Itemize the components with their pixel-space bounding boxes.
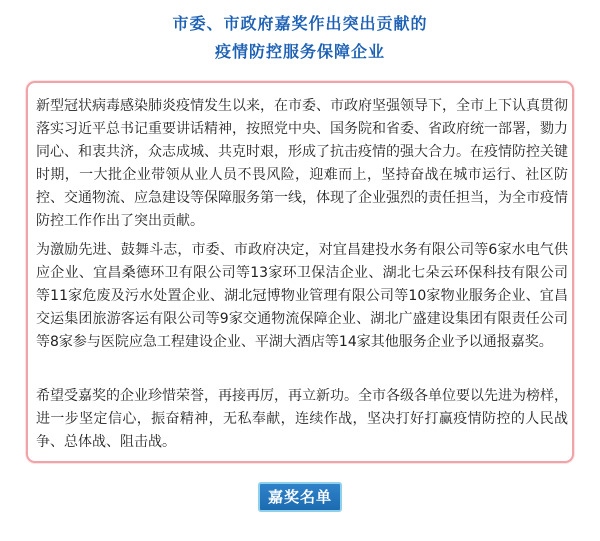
award-list-button[interactable]: 嘉奖名单 — [258, 482, 342, 512]
page-title-line-1: 市委、市政府嘉奖作出突出贡献的 — [172, 14, 428, 33]
body-paragraph-3: 希望受嘉奖的企业珍惜荣誉，再接再厉，再立新功。全市各级各单位要以先进为榜样，进一步坚定信心，振奋精神，无私奉献，连续作战，坚决打好打赢疫情防控的人民战争、总体战、阻击战。 — [36, 388, 568, 450]
page-title-line-2: 疫情防控服务保障企业 — [214, 42, 385, 61]
body-paragraph-2: 为激励先进、鼓舞斗志，市委、市政府决定，对宜昌建投水务有限公司等6家水电气供应企业、宜昌桑德环卫有限公司等13家环卫保洁企业、湖北七朵云环保科技有限公司等11家危废及污水处置企业、湖北冠博物业管理有限公司等10家物业服务企业、宜昌交运集团旅游客运有限公司等9家交通物流保障企业、湖北广盛建设集团有限责任公司等8家参与医院应急工程建设企业、平湖大酒店等14家其他服务企业予以通报嘉奖。 — [36, 242, 568, 350]
body-paragraph-1: 新型冠状病毒感染肺炎疫情发生以来，在市委、市政府坚强领导下，全市上下认真贯彻落实习近平总书记重要讲话精神，按照党中央、国务院和省委、省政府统一部署，勠力同心、和衷共济，众志成城、共克时艰，形成了抗击疫情的强大合力。在疫情防控关键时期，一大批企业带领从业人员不畏风险，迎难而上，坚持奋战在城市运行、社区防控、交通物流、应急建设等保障服务第一线，体现了企业强烈的责任担当，为全市疫情防控工作作出了突出贡献。 — [36, 98, 568, 229]
